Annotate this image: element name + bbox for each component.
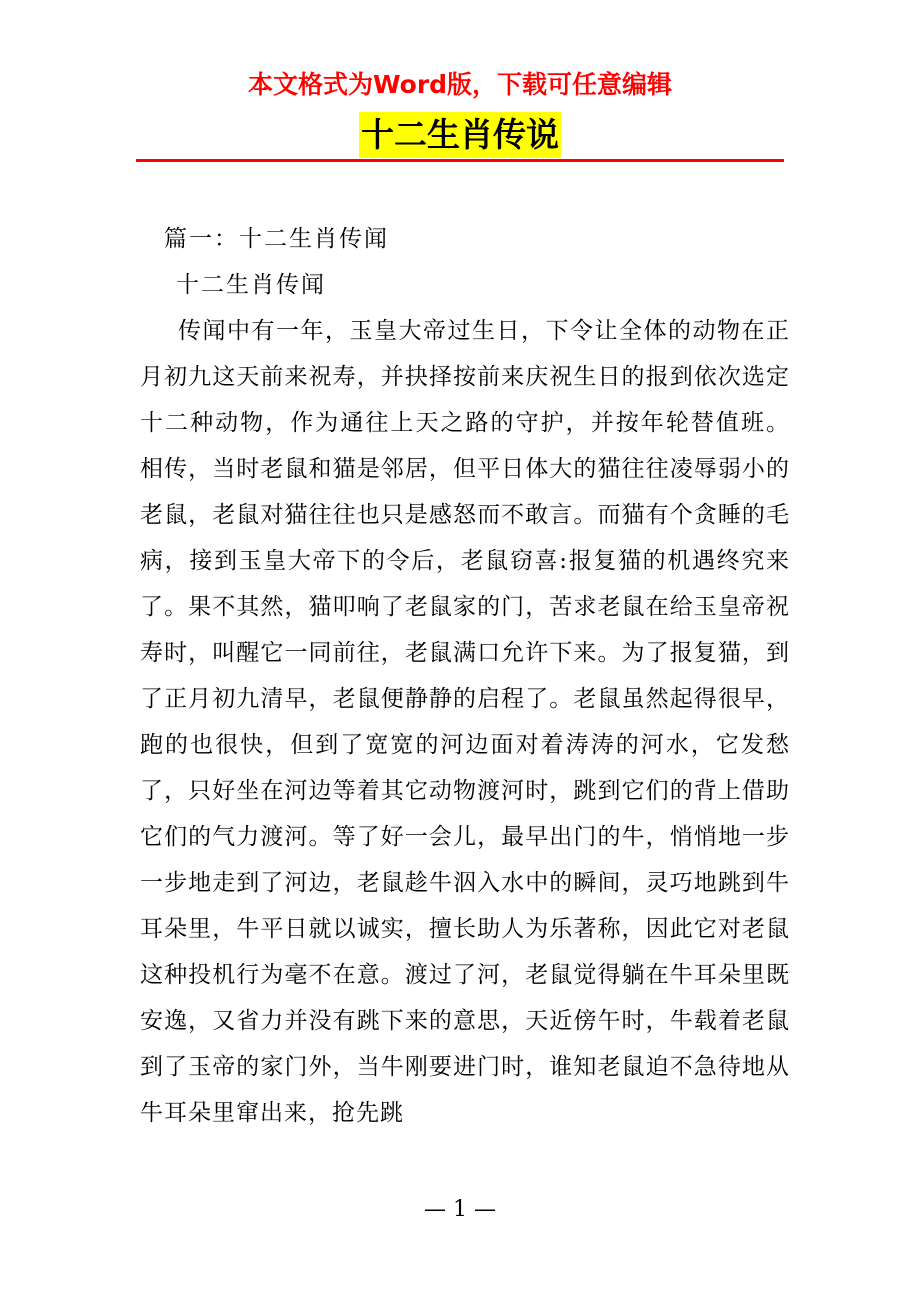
document-banner: 本文格式为Word版，下载可任意编辑 (247, 70, 673, 99)
document-title: 十二生肖传说 (359, 112, 561, 158)
body-paragraph: 传闻中有一年，玉皇大帝过生日，下令让全体的动物在正月初九这天前来祝寿，并抉择按前来庆祝生日的报到依次选定十二种动物，作为通往上天之路的守护，并按年轮替值班。 相传，当时老鼠和猫是邻居，但平日体大的猫往往凌辱弱小的老鼠，老鼠对猫往往也只是感怒而不敢言。而猫有个贪睡的毛病，接到玉皇大帝下的令后，老鼠窃喜:报复猫的机遇终究来了。果不其然，猫叩响了老鼠家的门，苦求老鼠在给玉皇帝祝寿时，叫醒它一同前往，老鼠满口允许下来。为了报复猫，到了正月初九清早，老鼠便静静的启程了。老鼠虽然起得很早，跑的也很快，但到了宽宽的河边面对着涛涛的河水，它发愁了，只好坐在河边等着其它动物渡河时，跳到它们的背上借助它们的气力渡河。等了好一会儿，最早出门的牛，悄悄地一步一步地走到了河边，老鼠趁牛泅入水中的瞬间，灵巧地跳到牛耳朵里，牛平日就以诚实，擅长助人为乐著称，因此它对老鼠这种投机行为毫不在意。渡过了河，老鼠觉得躺在牛耳朵里既安逸，又省力并没有跳下来的意思，天近傍午时，牛载着老鼠到了玉帝的家门外，当牛刚要进门时，谁知老鼠迫不急待地从牛耳朵里窜出来，抢先跳 (140, 318, 790, 1126)
section-heading: 篇一：十二生肖传闻 (164, 226, 389, 252)
title-divider (136, 159, 784, 162)
title-container (0, 112, 920, 158)
document-body (140, 216, 790, 1136)
section-subheading: 十二生肖传闻 (176, 272, 326, 298)
page-number: — 1 — (424, 1197, 496, 1222)
